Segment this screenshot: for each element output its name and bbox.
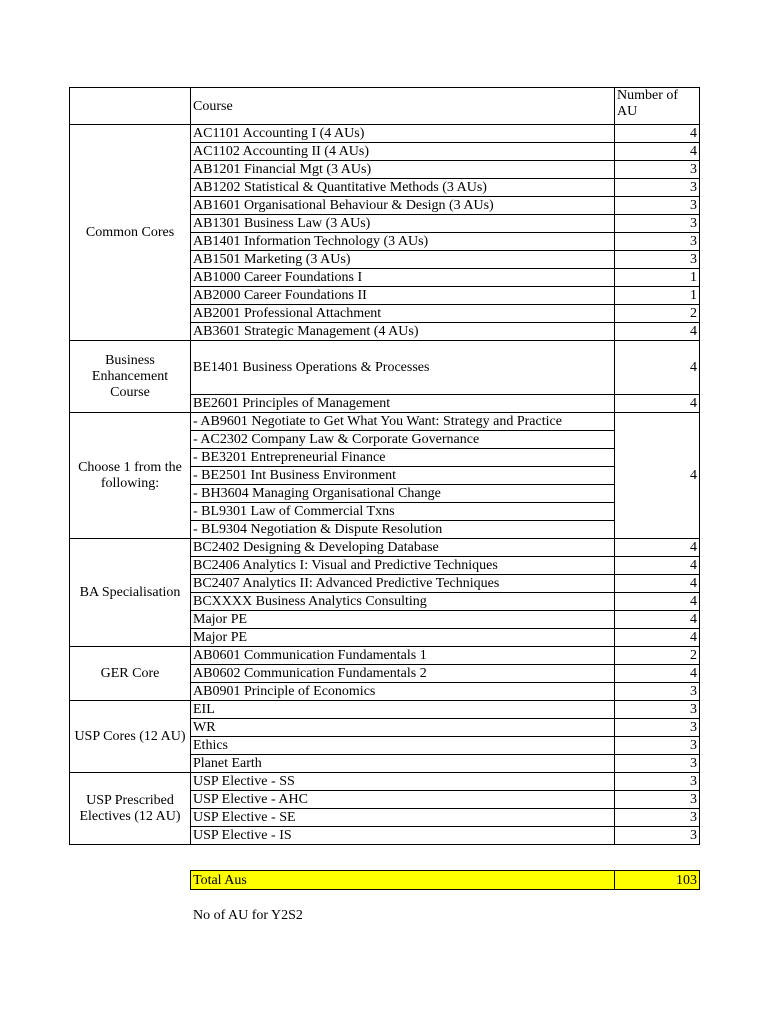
- group-label-usp-cores: USP Cores (12 AU): [70, 701, 191, 773]
- au-cell: 4: [615, 575, 700, 593]
- au-cell: 3: [615, 215, 700, 233]
- au-cell: 3: [615, 737, 700, 755]
- course-cell: AB0601 Communication Fundamentals 1: [191, 647, 615, 665]
- au-cell: 3: [615, 179, 700, 197]
- course-cell: AB2001 Professional Attachment: [191, 305, 615, 323]
- course-cell: Planet Earth: [191, 755, 615, 773]
- course-cell: - BH3604 Managing Organisational Change: [191, 485, 615, 503]
- au-cell: 3: [615, 197, 700, 215]
- course-cell: - AC2302 Company Law & Corporate Governance: [191, 431, 615, 449]
- total-row: [191, 871, 700, 890]
- course-cell: Ethics: [191, 737, 615, 755]
- table-row: [70, 773, 700, 791]
- au-cell: 1: [615, 269, 700, 287]
- au-cell: 3: [615, 791, 700, 809]
- course-cell: EIL: [191, 701, 615, 719]
- group-label-ba-specialisation: BA Specialisation: [70, 539, 191, 647]
- group-label-common-cores: Common Cores: [70, 125, 191, 341]
- course-cell: AB1601 Organisational Behaviour & Design (3 AUs): [191, 197, 615, 215]
- course-table: [69, 87, 700, 845]
- au-cell: 4: [615, 125, 700, 143]
- au-cell-merged: 4: [615, 413, 700, 539]
- au-cell: 3: [615, 251, 700, 269]
- au-cell: 4: [615, 395, 700, 413]
- au-note: No of AU for Y2S2: [193, 908, 303, 923]
- au-cell: 1: [615, 287, 700, 305]
- au-cell: 4: [615, 665, 700, 683]
- au-cell: 3: [615, 773, 700, 791]
- course-cell: AB0602 Communication Fundamentals 2: [191, 665, 615, 683]
- au-cell: 2: [615, 305, 700, 323]
- au-cell: 2: [615, 647, 700, 665]
- course-cell: - AB9601 Negotiate to Get What You Want: Strategy and Practice: [191, 413, 615, 431]
- total-value: 103: [615, 871, 700, 890]
- course-cell: AB2000 Career Foundations II: [191, 287, 615, 305]
- course-cell: Major PE: [191, 611, 615, 629]
- course-cell: - BE3201 Entrepreneurial Finance: [191, 449, 615, 467]
- course-cell: BC2406 Analytics I: Visual and Predictive Techniques: [191, 557, 615, 575]
- course-cell: - BL9304 Negotiation & Dispute Resolution: [191, 521, 615, 539]
- au-cell: 4: [615, 539, 700, 557]
- header-number-of-au: Number of AU: [615, 88, 700, 125]
- course-cell: Major PE: [191, 629, 615, 647]
- table-row: [70, 125, 700, 143]
- au-cell: 3: [615, 233, 700, 251]
- course-cell: USP Elective - AHC: [191, 791, 615, 809]
- header-course: Course: [191, 88, 615, 125]
- au-cell: 4: [615, 143, 700, 161]
- course-cell: AB1000 Career Foundations I: [191, 269, 615, 287]
- au-cell: 3: [615, 827, 700, 845]
- au-cell: 4: [615, 323, 700, 341]
- course-cell: - BL9301 Law of Commercial Txns: [191, 503, 615, 521]
- course-cell: - BE2501 Int Business Environment: [191, 467, 615, 485]
- course-cell: AB1301 Business Law (3 AUs): [191, 215, 615, 233]
- course-cell: BE1401 Business Operations & Processes: [191, 341, 615, 395]
- course-cell: AB1401 Information Technology (3 AUs): [191, 233, 615, 251]
- course-cell: BE2601 Principles of Management: [191, 395, 615, 413]
- course-cell: BC2402 Designing & Developing Database: [191, 539, 615, 557]
- course-cell: BCXXXX Business Analytics Consulting: [191, 593, 615, 611]
- course-cell: USP Elective - SE: [191, 809, 615, 827]
- course-cell: USP Elective - IS: [191, 827, 615, 845]
- header-row: [70, 88, 700, 125]
- table-row: [70, 647, 700, 665]
- au-cell: 4: [615, 593, 700, 611]
- group-label-choose-one: Choose 1 from the following:: [70, 413, 191, 539]
- header-empty-cell: [70, 88, 191, 125]
- group-label-business-enhancement: Business Enhancement Course: [70, 341, 191, 413]
- au-cell: 4: [615, 629, 700, 647]
- course-cell: AC1101 Accounting I (4 AUs): [191, 125, 615, 143]
- au-cell: 3: [615, 719, 700, 737]
- course-cell: USP Elective - SS: [191, 773, 615, 791]
- course-cell: AB1501 Marketing (3 AUs): [191, 251, 615, 269]
- course-cell: BC2407 Analytics II: Advanced Predictive Techniques: [191, 575, 615, 593]
- course-cell: AB3601 Strategic Management (4 AUs): [191, 323, 615, 341]
- course-cell: AC1102 Accounting II (4 AUs): [191, 143, 615, 161]
- total-row-table: [190, 870, 700, 890]
- group-label-usp-prescribed-electives: USP Prescribed Electives (12 AU): [70, 773, 191, 845]
- course-cell: AB1201 Financial Mgt (3 AUs): [191, 161, 615, 179]
- total-label: Total Aus: [191, 871, 615, 890]
- table-row: [70, 413, 700, 431]
- au-cell: 3: [615, 701, 700, 719]
- au-cell: 3: [615, 755, 700, 773]
- au-cell: 3: [615, 683, 700, 701]
- group-label-ger-core: GER Core: [70, 647, 191, 701]
- au-cell: 4: [615, 557, 700, 575]
- au-cell: 3: [615, 161, 700, 179]
- course-cell: AB0901 Principle of Economics: [191, 683, 615, 701]
- table-row: [70, 539, 700, 557]
- table-row: [70, 701, 700, 719]
- au-cell: 3: [615, 809, 700, 827]
- table-row: [70, 341, 700, 395]
- course-cell: AB1202 Statistical & Quantitative Methods (3 AUs): [191, 179, 615, 197]
- course-cell: WR: [191, 719, 615, 737]
- au-cell: 4: [615, 341, 700, 395]
- au-cell: 4: [615, 611, 700, 629]
